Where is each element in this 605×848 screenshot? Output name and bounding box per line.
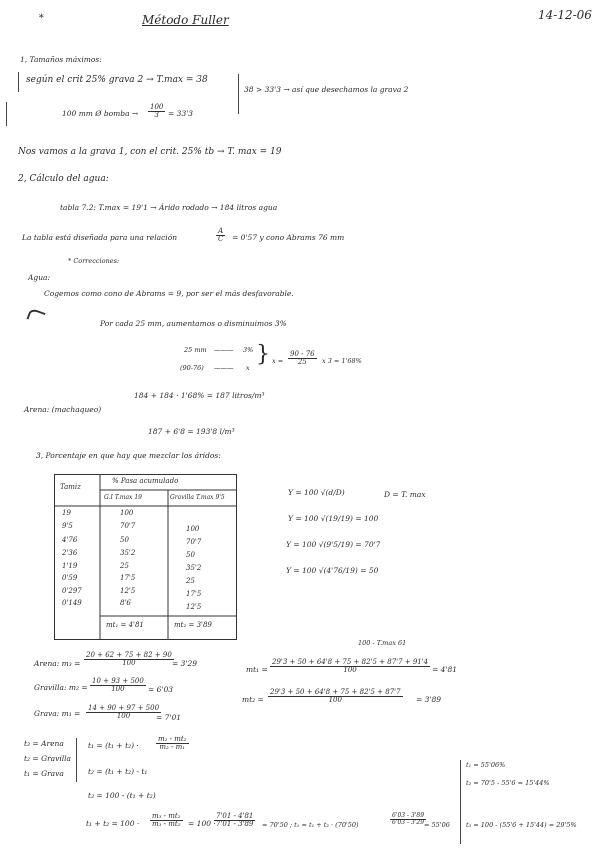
fraction-numerator: 90 - 76	[290, 350, 315, 358]
table-row: 1'19	[62, 562, 78, 570]
final-big-b: = 100 ·	[188, 819, 216, 828]
table-row: 19	[62, 509, 71, 517]
section1-note: 38 > 33'3 → así que desechamos la grava 2	[244, 85, 409, 94]
table-row: 70'7	[120, 522, 136, 530]
module-gravilla-fraction	[90, 678, 146, 694]
section1-line2-result: = 33'3	[168, 109, 194, 118]
section2-heading: 2, Cálculo del agua:	[18, 174, 109, 184]
fraction-denominator: 100	[343, 666, 357, 675]
fraction-denominator: m₃ - mt₂	[152, 820, 181, 829]
section3-heading: 3, Porcentaje en que hay que mezclar los áridos:	[36, 451, 221, 460]
fuller-formula-4: Y = 100 √(4'76/19) = 50	[286, 566, 379, 575]
table-footer-mt2: mt₂ = 3'89	[174, 621, 212, 629]
final-eq3: t₃ = 100 - (t₁ + t₂)	[88, 791, 156, 800]
note-bracket	[238, 74, 239, 114]
table-row: 0'297	[62, 587, 82, 595]
fuller-formula-note: D = T. max	[384, 490, 426, 499]
module-mt2-label: mt₂ =	[242, 695, 264, 704]
fraction-denominator: 100	[328, 696, 342, 705]
final-t1-def: t₁ = Grava	[24, 769, 64, 778]
module-gravilla-result: = 6'03	[148, 685, 174, 694]
fraction-numerator: 29'3 + 50 + 64'8 + 75 + 82'5 + 87'7	[270, 688, 401, 696]
module-arena-fraction	[84, 652, 174, 668]
table-row: 50	[120, 536, 129, 544]
final-eq2: t₂ = (t₁ + t₂) - t₁	[88, 767, 148, 776]
page-title: Método Fuller	[142, 13, 229, 27]
table-row: 0'149	[62, 599, 82, 607]
rule-right-2: x	[246, 364, 250, 372]
rule-dash-1: ———	[214, 346, 234, 354]
fraction-denominator: 7'01 - 3'89	[216, 820, 254, 829]
table-row: 8'6	[120, 599, 131, 607]
page-date: 14-12-06	[538, 8, 592, 22]
section2-eq2: 187 + 6'8 = 193'8 l/m³	[148, 427, 235, 436]
table-row: 35'2	[120, 549, 136, 557]
final-eq1-fraction	[156, 736, 189, 752]
check-mark-icon	[26, 308, 45, 325]
final-eq1: t₁ = (t₁ + t₂) ·	[88, 741, 139, 750]
fraction-numerator: m₃ - mt₂	[152, 812, 181, 820]
rule-fraction	[288, 351, 317, 367]
fraction-denominator: 6'03 - 3'29	[392, 819, 425, 827]
fraction-numerator: 29'3 + 50 + 64'8 + 75 + 82'5 + 87'7 + 91'4	[272, 658, 429, 666]
section1-heading: 1, Tamaños máximos:	[20, 55, 102, 64]
fraction-denominator: 100	[111, 685, 125, 694]
section1-fraction	[148, 104, 165, 120]
final-result-t3: t₃ = 100 - (55'6 + 15'44) = 29'5%	[466, 821, 577, 829]
table-row: 70'7	[186, 538, 202, 546]
table-header-col2: Gravilla T.max 9'5	[170, 494, 225, 501]
fraction-denominator: 25	[297, 358, 307, 367]
final-t2-def: t₂ = Gravilla	[24, 754, 72, 763]
module-grava-fraction	[86, 705, 161, 721]
rule-brace: }	[256, 342, 270, 367]
fraction-numerator: 7'01 - 4'81	[216, 812, 254, 820]
section2-eq1: 184 + 184 · 1'68% = 187 litros/m³	[134, 391, 265, 400]
table-row: 100	[186, 525, 200, 533]
section1-line3: Nos vamos a la grava 1, con el crit. 25% tb → T. max = 19	[18, 147, 282, 157]
fraction-denominator: 3	[154, 111, 159, 120]
table-row: 12'5	[186, 603, 202, 611]
sieve-table	[54, 474, 237, 640]
definitions-divider	[76, 738, 77, 782]
table-row: 17'5	[120, 574, 136, 582]
rule-x-label: x =	[272, 357, 284, 365]
section2-arena-label: Arena: (machaqueo)	[24, 405, 102, 414]
module-mt1-fraction	[270, 659, 430, 675]
final-big-c: = 70'50 ; t₁ = t₁ + t₂ · (70'50)	[262, 821, 359, 829]
module-mt1-label: mt₁ =	[246, 665, 268, 674]
table-row: 2'36	[62, 549, 78, 557]
table-row: 25	[186, 577, 195, 585]
rule-left-1: 25 mm	[184, 346, 207, 354]
fraction-numerator: 10 + 93 + 500	[92, 677, 144, 685]
final-t3-def: t₃ = Arena	[24, 739, 64, 748]
fraction-numerator: 20 + 62 + 75 + 82 + 90	[86, 651, 172, 659]
fuller-formula-3: Y = 100 √(9'5/19) = 70'7	[286, 540, 381, 549]
final-result-t1: t₁ = 55'06%	[466, 761, 506, 769]
module-arena-result: = 3'29	[172, 659, 198, 668]
fraction-numerator: 6'03 - 3'89	[392, 812, 425, 819]
table-row: 12'5	[120, 587, 136, 595]
final-big-fraction-2	[214, 813, 255, 829]
fraction-numerator: A	[218, 227, 224, 235]
final-big-a: t₁ + t₂ = 100 ·	[86, 819, 140, 828]
fraction-numerator: 100	[150, 103, 164, 111]
table-footer-mt1: mt₁ = 4'81	[106, 621, 144, 629]
module-annotation: 100 - T.max 61	[358, 639, 407, 647]
margin-bracket	[18, 72, 19, 92]
table-row: 4'76	[62, 536, 78, 544]
fraction-denominator: 100	[116, 712, 131, 721]
section2-agua: Agua:	[28, 273, 51, 282]
section2-line-a: La tabla está diseñada para una relación	[22, 233, 178, 242]
table-row: 17'5	[186, 590, 202, 598]
rule-left-2: (90-76)	[180, 364, 204, 372]
table-row: 25	[120, 562, 129, 570]
module-grava-result: = 7'01	[156, 713, 182, 722]
final-result-t2: t₂ = 70'5 - 55'6 = 15'44%	[466, 779, 550, 787]
section2-tabla: tabla 7.2: T.max = 19'1 → Árido rodado → 184 litros agua	[60, 203, 278, 212]
table-row: 100	[120, 509, 134, 517]
fraction-denominator: 100	[122, 659, 136, 668]
fuller-formula-2: Y = 100 √(19/19) = 100	[288, 514, 379, 523]
module-grava-label: Grava: m₁ =	[34, 709, 81, 718]
module-mt1-result: = 4'81	[432, 665, 458, 674]
margin-bracket-2	[6, 102, 7, 126]
final-big-fraction-3	[390, 813, 426, 827]
table-row: 9'5	[62, 522, 73, 530]
section2-cogemos: Cogemos como cono de Abrams = 9, por ser el más desfavorable.	[44, 289, 294, 298]
table-header-col1: G.I T.max 19	[104, 494, 142, 501]
results-divider	[460, 760, 461, 844]
section1-line1: según el crit 25% grava 2 → T.max = 38	[26, 75, 208, 85]
section2-ac-fraction	[216, 228, 225, 244]
fuller-formula-1: Y = 100 √(d/D)	[288, 488, 345, 497]
rule-right-1: 3%	[243, 346, 254, 354]
table-header-group: % Pasa acumulado	[112, 477, 179, 485]
module-arena-label: Arena: m₃ =	[34, 659, 81, 668]
module-gravilla-label: Gravilla: m₂ =	[34, 683, 88, 692]
bullet-mark: ∗	[38, 11, 45, 22]
section2-line-b: = 0'57 y cono Abrams 76 mm	[232, 233, 345, 242]
final-big-fraction-1	[150, 813, 183, 829]
fraction-numerator: m₂ - mt₂	[158, 735, 187, 743]
rule-result: x 3 = 1'68%	[322, 357, 362, 365]
table-row: 50	[186, 551, 195, 559]
fraction-denominator: m₂ - m₁	[159, 743, 186, 752]
table-row: 0'59	[62, 574, 78, 582]
table-header-tamiz: Tamiz	[60, 483, 81, 491]
final-big-result: = 55'06	[424, 821, 450, 829]
rule-dash-2: ———	[214, 364, 234, 372]
fraction-denominator: C	[218, 235, 224, 244]
module-mt2-fraction	[268, 689, 403, 705]
section1-line2: 100 mm Ø bomba →	[62, 109, 139, 118]
section2-por-cada: Por cada 25 mm, aumentamos o disminuimos 3%	[100, 319, 287, 328]
section2-correcciones: * Correcciones:	[68, 257, 120, 265]
module-mt2-result: = 3'89	[416, 695, 442, 704]
fraction-numerator: 14 + 90 + 97 + 500	[88, 704, 160, 712]
table-row: 35'2	[186, 564, 202, 572]
